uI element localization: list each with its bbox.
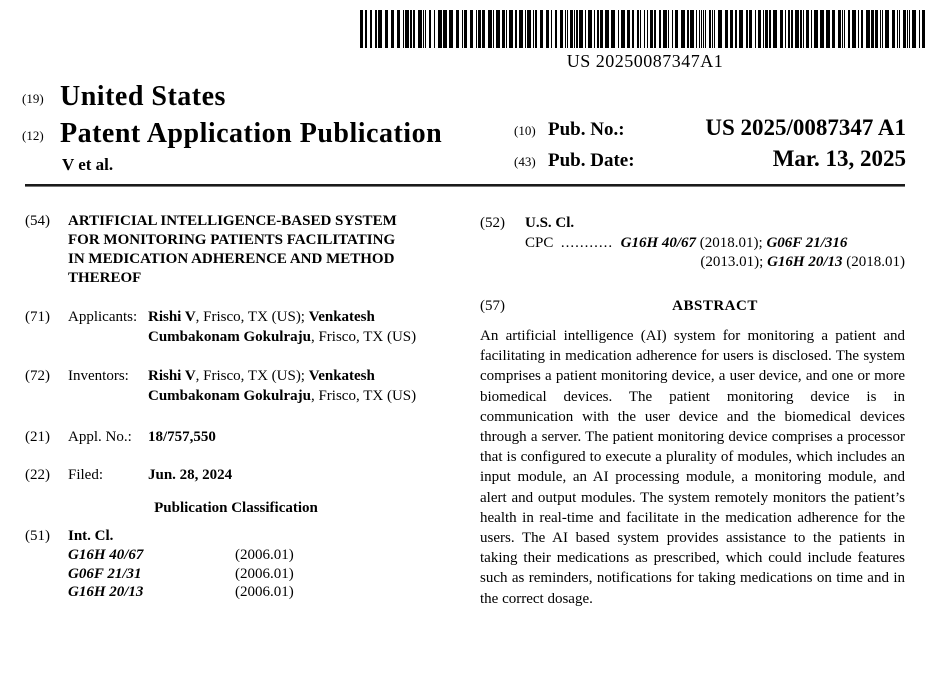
invention-title: ARTIFICIAL INTELLIGENCE-BASED SYSTEM FOR MONITORING PATIENTS FACILITATING IN MEDICATION ADHERENCE AND METHOD THEREOF	[68, 213, 397, 286]
abstract-heading: ABSTRACT	[672, 297, 758, 314]
filed-label: Filed:	[68, 466, 104, 483]
inid-code-21: (21)	[25, 429, 50, 445]
class-version: (2018.01);	[696, 234, 767, 251]
inid-code-57: (57)	[480, 297, 505, 314]
cpc-line-1	[525, 234, 905, 254]
appl-no-label: Appl. No.:	[68, 429, 132, 445]
appl-no-value: 18/757,550	[148, 429, 216, 445]
pub-no-value: US 2025/0087347 A1	[705, 115, 906, 140]
inid-code-19: (19)	[22, 91, 44, 106]
header-left	[22, 80, 442, 176]
inventor-location: , Frisco, TX (US)	[310, 387, 417, 404]
country-line	[22, 80, 442, 117]
inid-code-52: (52)	[480, 215, 505, 231]
applicant-name: Rishi V	[148, 309, 196, 325]
int-cl-entry	[25, 583, 447, 602]
pub-date-label: Pub. Date:	[548, 150, 635, 171]
pub-no-line	[514, 114, 906, 145]
inid-code-51: (51)	[25, 527, 50, 544]
cpc-line-2	[525, 253, 905, 273]
inid-code-12: (12)	[22, 128, 44, 143]
authors: V et al.	[62, 155, 114, 174]
inid-code-22: (22)	[25, 466, 50, 483]
pub-no-label: Pub. No.:	[548, 119, 625, 140]
class-version: (2006.01)	[235, 565, 294, 582]
int-cl-entry	[25, 565, 447, 584]
inid-code-10: (10)	[514, 123, 536, 138]
class-symbol: G16H 40/67	[68, 547, 144, 563]
applicant-location: , Frisco, TX (US)	[310, 328, 417, 345]
class-symbol: G16H 20/13	[767, 254, 843, 270]
abstract-text: An artificial intelligence (AI) system for monitoring a patient and facilitating in medication adherence for users is disclosed. The system comprises a patient monitoring device, a user device, and one or more biomedical devices. The patient monitoring device is in communication with the user device and the biomedical devices through a server. The patient monitoring device comprises a processor that is configured to execute a plurality of modules, which includes an input module, an AI processing module, a monitoring module, and alert and output modules. The system remotely monitors the patient’s health in real-time and facilitate in the medication adherence for the users. The AI based system provides assistance to the patients in taking their medications as prescribed, which could include features such as reminders, notifications for taking medications on time and in the correct dosage.	[480, 328, 905, 607]
class-symbol: G16H 40/67	[620, 234, 697, 251]
cpc-label: CPC	[525, 234, 554, 251]
us-cl-label: U.S. Cl.	[525, 215, 575, 231]
applicant-name: Venkatesh Cumbakonam Gokulraju	[148, 309, 375, 345]
pub-date-line	[514, 145, 906, 176]
publication-classification-heading: Publication Classification	[154, 500, 318, 516]
int-cl-entry	[25, 546, 447, 565]
filed-section	[25, 466, 447, 486]
inid-code-72: (72)	[25, 368, 50, 384]
header-divider	[25, 184, 905, 187]
inventors-section	[25, 367, 447, 406]
pub-date-value: Mar. 13, 2025	[772, 146, 906, 171]
doc-type-line	[22, 117, 442, 154]
class-version: (2018.01)	[842, 254, 905, 270]
abstract-heading-row	[480, 297, 905, 317]
doc-type: Patent Application Publication	[60, 118, 443, 149]
inventors-value	[148, 367, 447, 406]
inventors-label: Inventors:	[68, 368, 129, 384]
barcode-icon	[360, 10, 930, 48]
right-column	[480, 214, 905, 609]
applicant-location: , Frisco, TX (US);	[195, 309, 309, 325]
class-version: (2013.01);	[700, 254, 768, 270]
header-right	[514, 114, 906, 176]
applicants-label: Applicants:	[68, 309, 138, 325]
int-cl-section	[25, 527, 447, 547]
barcode-block	[360, 10, 930, 72]
inventor-name: Rishi V	[148, 368, 196, 384]
inventor-location: , Frisco, TX (US);	[195, 368, 309, 384]
filed-value: Jun. 28, 2024	[148, 466, 233, 483]
class-symbol: G16H 20/13	[68, 584, 144, 600]
class-symbol: G06F 21/31	[68, 565, 142, 582]
int-cl-label: Int. Cl.	[68, 527, 114, 544]
inid-code-71: (71)	[25, 309, 50, 325]
barcode-number: US 20250087347A1	[566, 51, 724, 71]
class-version: (2006.01)	[235, 547, 294, 563]
class-symbol: G06F 21/316	[766, 234, 848, 251]
us-cl-section	[480, 214, 905, 273]
dot-leader: ...........	[560, 234, 614, 251]
inventor-name: Venkatesh Cumbakonam Gokulraju	[148, 368, 375, 404]
applicants-section	[25, 308, 447, 347]
title-section	[25, 212, 447, 288]
class-version: (2006.01)	[235, 584, 294, 600]
appl-no-section	[25, 428, 447, 448]
country-name: United States	[60, 81, 226, 112]
inid-code-54: (54)	[25, 213, 50, 229]
applicants-value	[148, 308, 447, 347]
left-column	[25, 212, 447, 602]
inid-code-43: (43)	[514, 154, 536, 169]
